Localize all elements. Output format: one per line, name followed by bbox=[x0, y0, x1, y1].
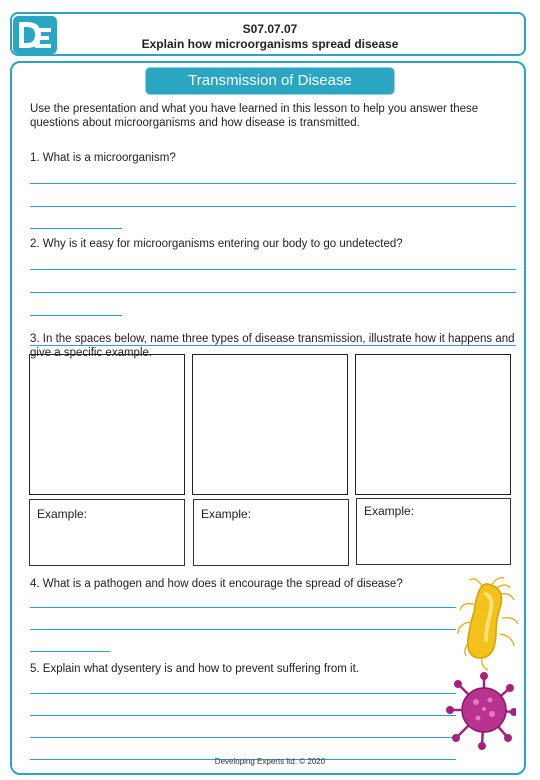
question-2: 2. Why is it easy for microorganisms entering our body to go undetected? bbox=[30, 238, 403, 250]
answer-line-q2-2[interactable] bbox=[30, 292, 516, 293]
question-1: 1. What is a microorganism? bbox=[30, 152, 176, 164]
question-3: 3. In the spaces below, name three types of disease transmission, illustrate how it happens and give a specific example. bbox=[30, 333, 515, 359]
answer-line-q4-3[interactable] bbox=[30, 651, 110, 652]
answer-line-q1-2[interactable] bbox=[30, 206, 516, 207]
intro-text: Use the presentation and what you have learned in this lesson to help you answer these questions about microorganisms and how disease is transmitted. bbox=[30, 103, 479, 129]
illustration-box-2[interactable] bbox=[192, 354, 348, 495]
illustration-box-3[interactable] bbox=[355, 354, 511, 495]
lesson-code: S07.07.07 bbox=[242, 22, 298, 36]
bacteria-icon bbox=[452, 574, 522, 677]
section-banner: Transmission of Disease bbox=[146, 68, 394, 94]
answer-line-q4-1[interactable] bbox=[30, 607, 456, 608]
lesson-title: Explain how microorganisms spread disease bbox=[141, 37, 399, 51]
question-4: 4. What is a pathogen and how does it encourage the spread of disease? bbox=[30, 578, 403, 590]
example-label: Example: bbox=[201, 507, 252, 521]
example-box-2[interactable] bbox=[193, 499, 349, 566]
example-box-3[interactable] bbox=[356, 498, 511, 565]
illustration-box-1[interactable] bbox=[29, 354, 185, 495]
answer-line-q4-2[interactable] bbox=[30, 629, 456, 630]
answer-line-q2-1[interactable] bbox=[30, 269, 516, 270]
answer-line-q5-3[interactable] bbox=[30, 737, 456, 738]
answer-line-q2-3[interactable] bbox=[30, 315, 122, 316]
question-5: 5. Explain what dysentery is and how to prevent suffering from it. bbox=[30, 663, 359, 675]
example-label: Example: bbox=[37, 507, 88, 521]
answer-line-q5-1[interactable] bbox=[30, 693, 456, 694]
answer-line-q5-2[interactable] bbox=[30, 715, 456, 716]
example-label: Example: bbox=[364, 504, 415, 518]
example-box-1[interactable] bbox=[29, 499, 185, 566]
virus-icon bbox=[446, 672, 516, 755]
footer-copyright: Developing Experts ltd. © 2020 bbox=[214, 757, 326, 766]
answer-line-q1-3[interactable] bbox=[30, 228, 122, 229]
answer-line-q1-1[interactable] bbox=[30, 183, 516, 184]
